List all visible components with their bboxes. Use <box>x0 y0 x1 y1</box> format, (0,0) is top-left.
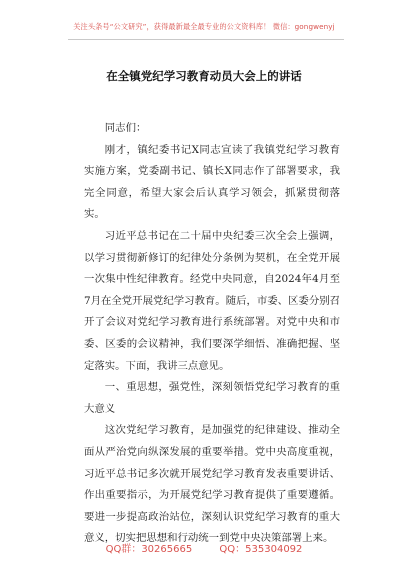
section-heading-1: 一、重思想，强党性，深刻领悟党纪学习教育的重大意义 <box>84 381 340 415</box>
document-body <box>84 118 340 550</box>
paragraph-2: 习近平总书记在二十届中央纪委三次全会上强调，以学习贯彻新修订的纪律处分条例为契机，在全党开展一次集中性纪律教育。经党中央同意，自2024年4月至7月在全党开展党纪学习教育。随后，市委、区委分别召开了会议对党纪学习教育进行系统部署。对党中央和市委、区委的会议精神，我们要深学细悟、准确把握、坚定落实。下面，我讲三点意见。 <box>84 229 340 372</box>
footer <box>0 540 408 555</box>
footer-qq-contact: QQ：535304092 <box>219 544 303 555</box>
paragraph-1: 刚才，镇纪委书记X同志宣读了我镇党纪学习教育实施方案，党委副书记、镇长X同志作了部署要求，我完全同意，希望大家会后认真学习领会，抓紧贯彻落实。 <box>84 143 340 221</box>
salutation: 同志们： <box>104 122 147 134</box>
header-note: 关注头条号“公文研究”，获得最新最全最专业的公文资料库！ 微信：gongwenyj <box>73 22 335 31</box>
footer-qq-group: QQ群：30265665 <box>105 544 193 555</box>
header-divider <box>68 39 344 40</box>
paragraph-3: 这次党纪学习教育，是加强党的纪律建设、推动全面从严治党向纵深发展的重要举措。党中央高度重视，习近平总书记多次就开展党纪学习教育发表重要讲话、作出重要指示，为开展党纪学习教育提供了重要遵循。要进一步提高政治站位，深刻认识党纪学习教育的重大意义，切实把思想和行动统一到党中央决策部署上来。 <box>84 424 340 545</box>
document-title: 在全镇党纪学习教育动员大会上的讲话 <box>106 69 302 83</box>
